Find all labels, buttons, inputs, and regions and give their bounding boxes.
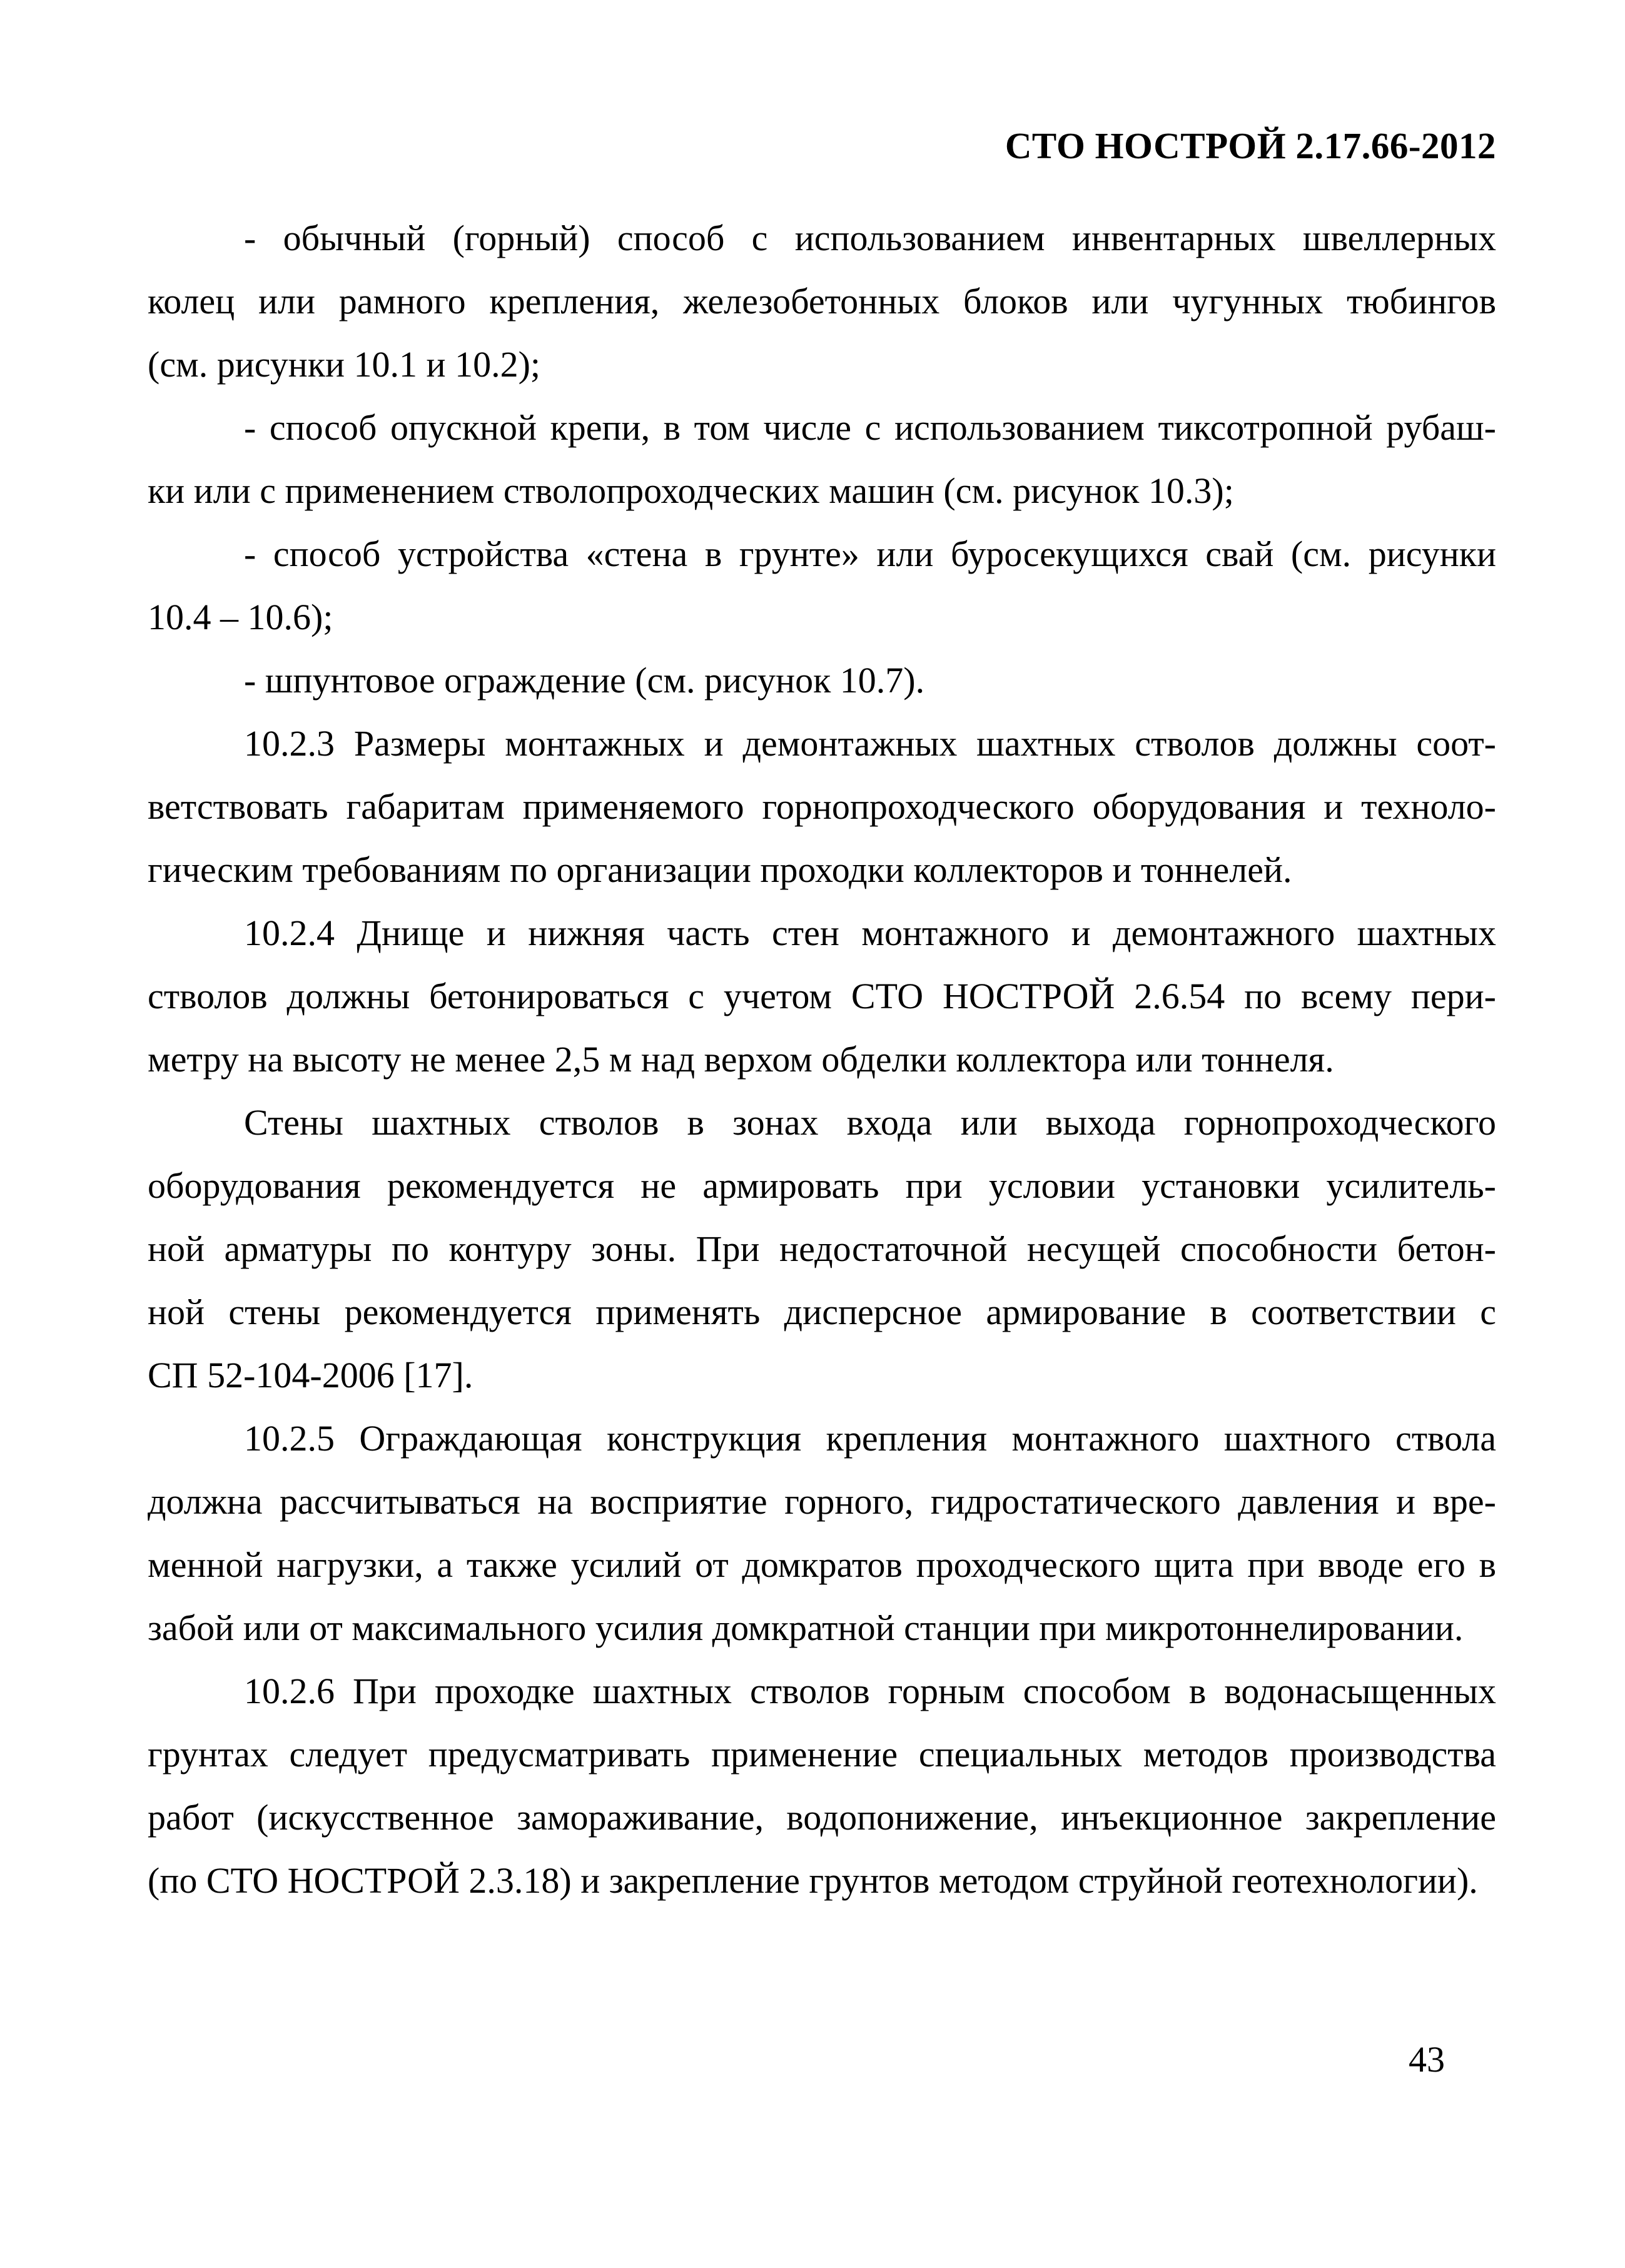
text-line: должна рассчитываться на восприятие горного, гидростатического давления и вре-	[148, 1481, 1496, 1522]
document-body	[148, 206, 1496, 1912]
text-line: ной арматуры по контуру зоны. При недостаточной несущей способности бетон-	[148, 1228, 1496, 1269]
text-line: - шпунтовое ограждение (см. рисунок 10.7).	[244, 660, 925, 701]
standard-code-header: СТО НОСТРОЙ 2.17.66-2012	[1005, 125, 1496, 166]
paragraph	[148, 1659, 1496, 1912]
text-line: колец или рамного крепления, железобетонных блоков или чугунных тюбингов	[148, 281, 1496, 321]
text-line: гическим требованиям по организации проходки коллекторов и тоннелей.	[148, 849, 1292, 890]
text-line: 10.2.5 Ограждающая конструкция крепления монтажного шахтного ствола	[244, 1418, 1496, 1459]
text-line: - способ устройства «стена в грунте» или буросекущихся свай (см. рисунки	[244, 534, 1496, 574]
text-line: забой или от максимального усилия домкратной станции при микротоннелировании.	[148, 1607, 1464, 1648]
text-line: (см. рисунки 10.1 и 10.2);	[148, 344, 541, 385]
paragraph	[148, 1091, 1496, 1407]
paragraph	[148, 649, 1496, 712]
page-number: 43	[1409, 2039, 1445, 2080]
text-line: ки или с применением стволопроходческих машин (см. рисунок 10.3);	[148, 470, 1234, 511]
text-line: ной стены рекомендуется применять дисперсное армирование в соответствии с	[148, 1292, 1496, 1332]
text-line: работ (искусственное замораживание, водопонижение, инъекционное закрепление	[148, 1797, 1496, 1838]
paragraph	[148, 206, 1496, 396]
text-line: метру на высоту не менее 2,5 м над верхом обделки коллектора или тоннеля.	[148, 1039, 1334, 1080]
text-line: оборудования рекомендуется не армировать при условии установки усилитель-	[148, 1165, 1496, 1206]
text-line: - способ опускной крепи, в том числе с использованием тиксотропной рубаш-	[244, 407, 1496, 448]
text-line: СП 52-104-2006 [17].	[148, 1355, 473, 1395]
text-line: 10.2.3 Размеры монтажных и демонтажных шахтных стволов должны соот-	[244, 723, 1496, 764]
text-line: - обычный (горный) способ с использованием инвентарных швеллерных	[244, 218, 1496, 258]
text-line: стволов должны бетонироваться с учетом СТО НОСТРОЙ 2.6.54 по всему пери-	[148, 976, 1496, 1016]
text-line: (по СТО НОСТРОЙ 2.3.18) и закрепление грунтов методом струйной геотехнологии).	[148, 1860, 1478, 1901]
paragraph	[148, 522, 1496, 649]
text-line: ветствовать габаритам применяемого горнопроходческого оборудования и техноло-	[148, 786, 1496, 827]
text-line: Стены шахтных стволов в зонах входа или выхода горнопроходческого	[244, 1102, 1496, 1143]
text-line: 10.4 – 10.6);	[148, 597, 333, 637]
paragraph	[148, 712, 1496, 901]
text-line: менной нагрузки, а также усилий от домкратов проходческого щита при вводе его в	[148, 1544, 1496, 1585]
paragraph	[148, 1407, 1496, 1659]
paragraph	[148, 901, 1496, 1091]
text-line: 10.2.6 При проходке шахтных стволов горным способом в водонасыщенных	[244, 1671, 1496, 1711]
paragraph	[148, 396, 1496, 522]
text-line: грунтах следует предусматривать применение специальных методов производства	[148, 1734, 1496, 1774]
text-line: 10.2.4 Днище и нижняя часть стен монтажного и демонтажного шахтных	[244, 913, 1496, 953]
